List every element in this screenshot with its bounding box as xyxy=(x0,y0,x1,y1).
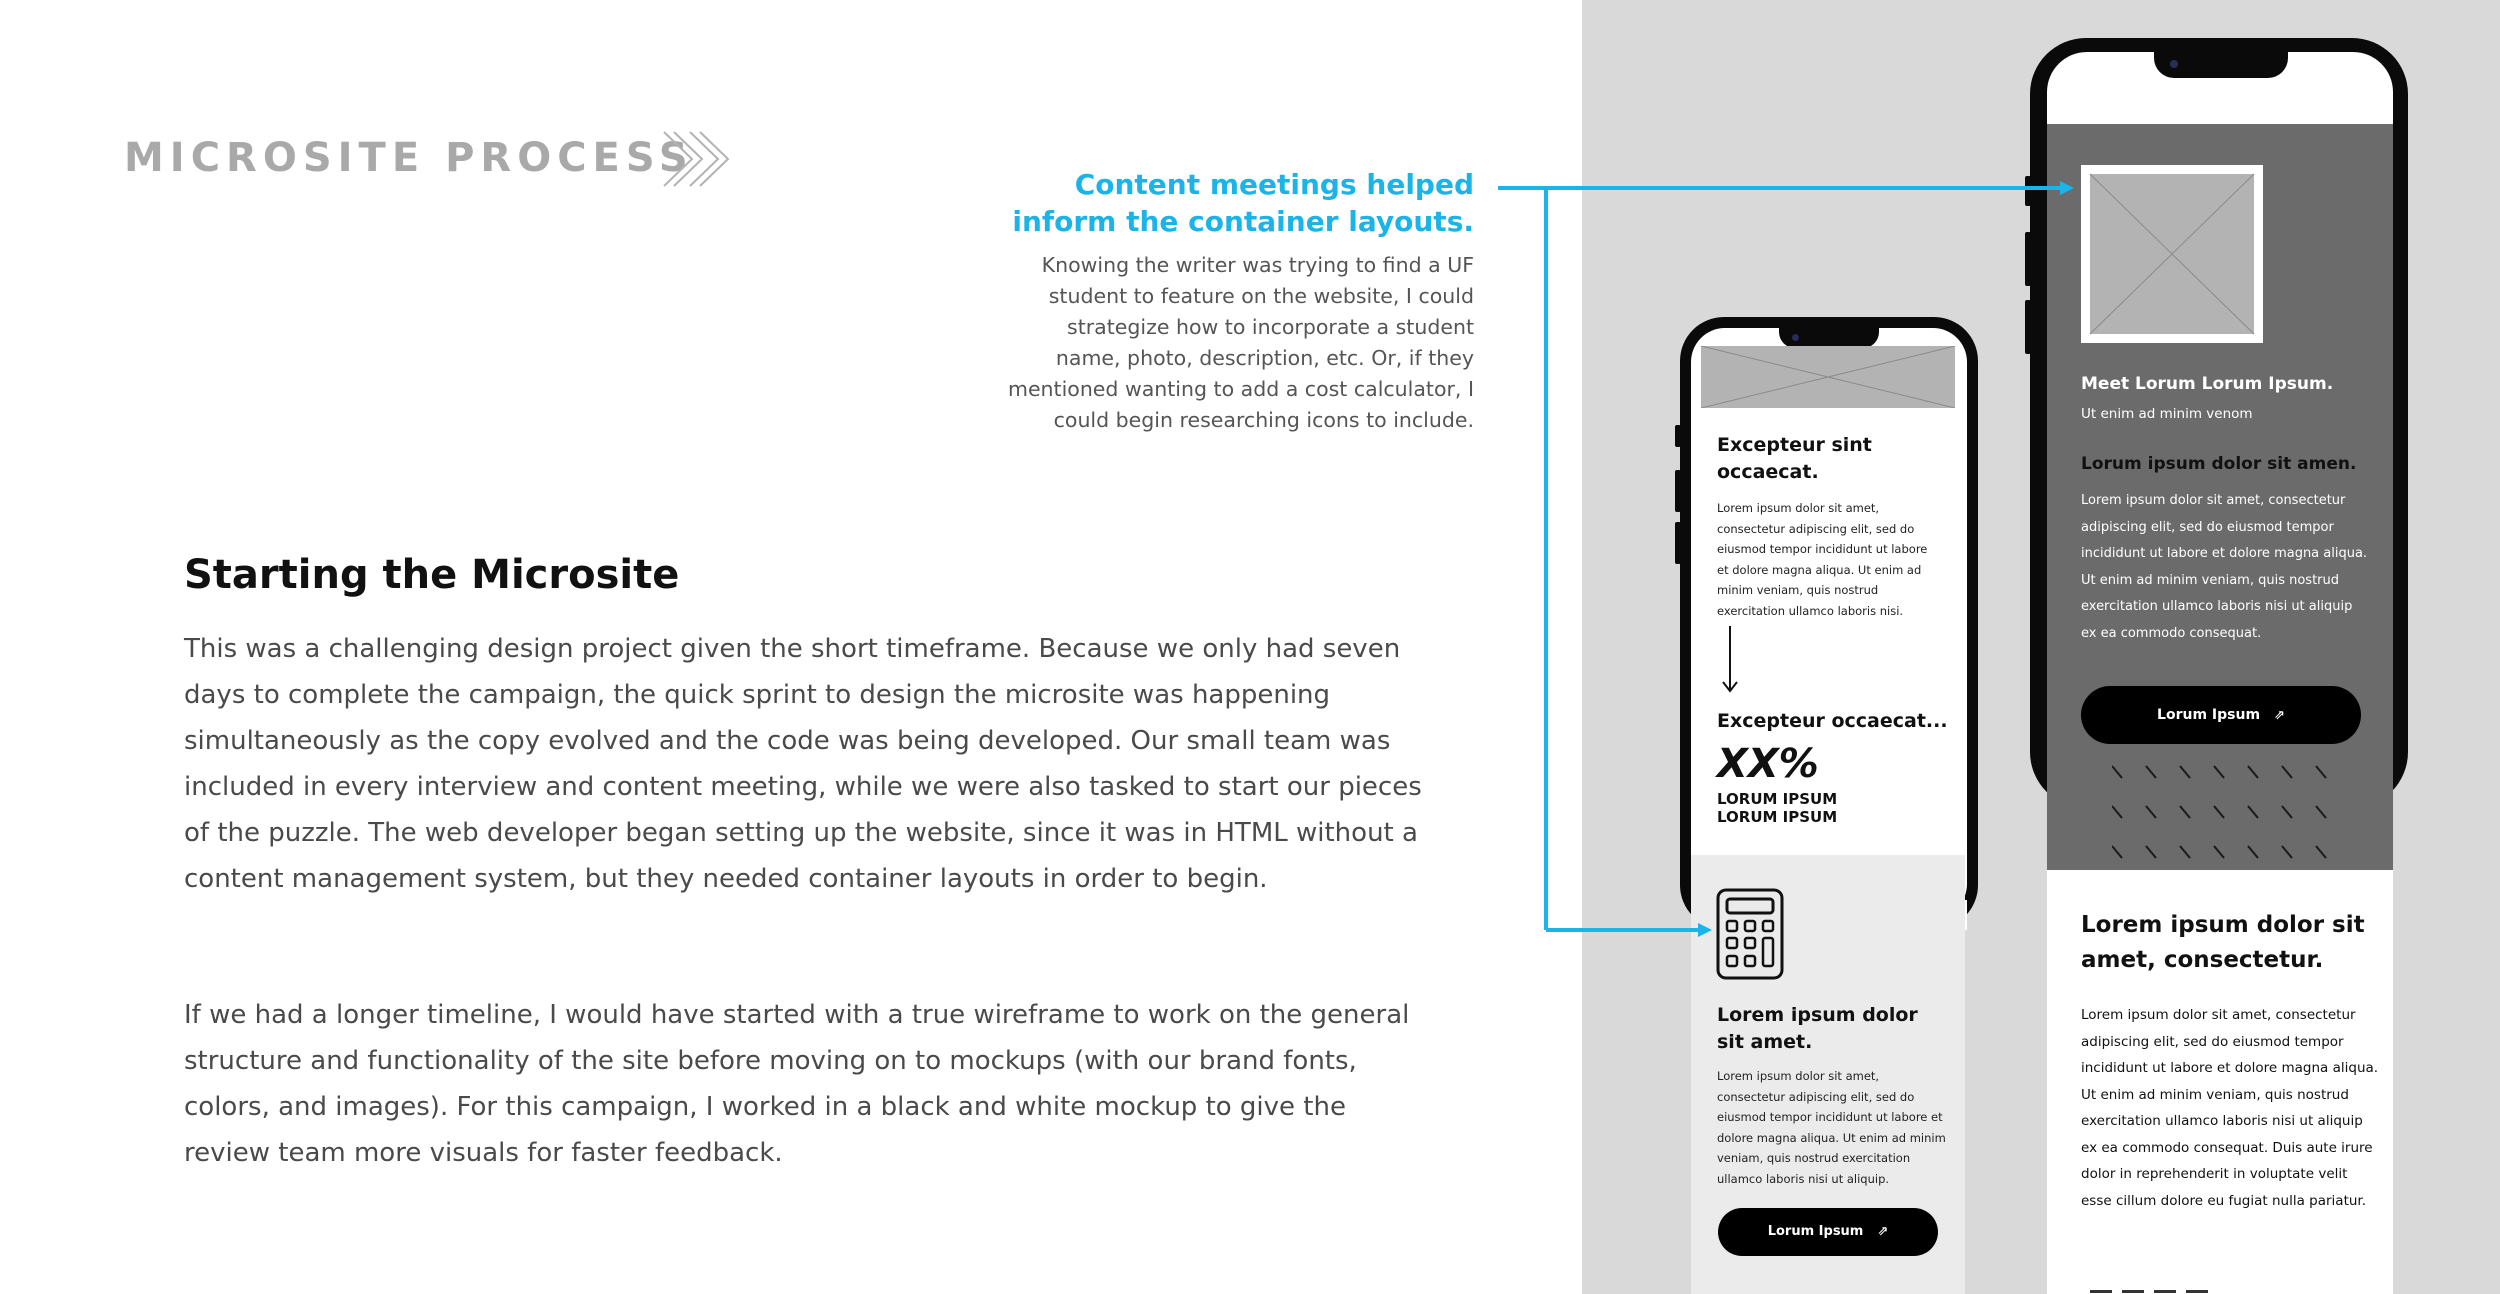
large-phone-profile-subtitle: Ut enim ad minim venom xyxy=(2081,406,2253,422)
annotation-body: Knowing the writer was trying to find a UF student to feature on the website, I could strategize how to incorporate a student name, photo, description, etc. Or, if they mentioned wanting to add a cost calculator, I could begin researching icons to include. xyxy=(1007,253,1474,432)
small-phone-heading-2: Excepteur occaecat... xyxy=(1717,710,1948,732)
section-title: Starting the Microsite xyxy=(184,552,680,598)
large-phone-profile-name: Meet Lorum Lorum Ipsum. xyxy=(2081,374,2334,394)
stat-caption-line-2: LORUM IPSUM xyxy=(1717,808,1838,826)
small-phone-heading-1: Excepteur sint occaecat. xyxy=(1717,434,1872,483)
small-phone-body-1: Lorem ipsum dolor sit amet, consectetur adipiscing elit, sed do eiusmod tempor incididunt ut labore et dolore magna aliqua. Ut enim ad minim veniam, quis nostrud exercitation ullamco laboris nisi. xyxy=(1717,501,1928,618)
large-phone-camera xyxy=(2170,60,2178,68)
image-placeholder-icon xyxy=(2081,165,2263,343)
small-phone-side-button xyxy=(1675,470,1681,512)
cta-label: Lorum Ipsum xyxy=(1767,1224,1864,1239)
calculator-icon xyxy=(1716,888,1784,980)
section-paragraph-1: This was a challenging design project given the short timeframe. Because we only had seven days to complete the campaign, the quick sprint to design the microsite was happening simultaneously as the copy evolved and the code was being developed. Our small team was included in every interview and content meeting, while we were also tasked to start our pieces of the puzzle. The web developer began setting up the website, since it was in HTML without a content management system, but they needed container layouts in order to begin. xyxy=(184,634,1422,894)
small-phone-side-button xyxy=(1675,425,1681,447)
small-phone-screen xyxy=(1691,328,1967,918)
large-phone-side-button xyxy=(2025,176,2031,206)
small-phone-body-3: Lorem ipsum dolor sit amet, consectetur adipiscing elit, sed do eiusmod tempor incididunt ut labore et dolore magna aliqua. Ut enim ad minim veniam, quis nostrud exercitation ullamco laboris nisi ut aliquip. xyxy=(1717,1069,1946,1186)
small-phone-side-button xyxy=(1675,522,1681,564)
decorative-hatch-pattern xyxy=(2112,764,2332,864)
large-phone-side-button xyxy=(2025,300,2031,354)
double-chevron-right-icon xyxy=(660,128,734,190)
small-phone-heading-3: Lorem ipsum dolor sit amet. xyxy=(1717,1004,1918,1053)
small-phone-camera xyxy=(1792,334,1799,341)
external-link-icon: ⇗ xyxy=(1877,1224,1889,1239)
large-phone-heading-1: Lorum ipsum dolor sit amen. xyxy=(2081,454,2357,474)
large-phone-cta-button[interactable] xyxy=(2081,686,2361,744)
external-link-icon: ⇗ xyxy=(2274,708,2285,723)
down-arrow-icon xyxy=(1718,624,1742,694)
large-phone-body-1: Lorem ipsum dolor sit amet, consectetur adipiscing elit, sed do eiusmod tempor incididunt ut labore et dolore magna aliqua. Ut enim ad minim veniam, quis nostrud exercitation ullamco laboris nisi ut aliquip ex ea commodo consequat. xyxy=(2081,493,2368,641)
annotation-title: Content meetings helped inform the container layouts. xyxy=(1012,168,1474,238)
stat-caption-line-1: LORUM IPSUM xyxy=(1717,790,1838,808)
small-phone-stat: XX% xyxy=(1717,741,1819,787)
large-phone-heading-2: Lorem ipsum dolor sit amet, consectetur. xyxy=(2081,912,2365,973)
cta-label: Lorum Ipsum xyxy=(2157,707,2261,723)
decorative-bar-row xyxy=(2090,1288,2210,1294)
large-phone-side-button xyxy=(2025,232,2031,286)
section-paragraph-2: If we had a longer timeline, I would have started with a true wireframe to work on the general structure and functionality of the site before moving on to mockups (with our brand fonts, colors, and images). For this campaign, I worked in a black and white mockup to give the review team more visuals for faster feedback. xyxy=(184,1000,1410,1168)
large-phone-body-2: Lorem ipsum dolor sit amet, consectetur adipiscing elit, sed do eiusmod tempor incididunt ut labore et dolore magna aliqua. Ut enim ad minim veniam, quis nostrud exercitation ullamco laboris nisi ut aliquip ex ea commodo consequat. Duis aute irure dolor in reprehenderit in voluptate velit esse cillum dolore eu fugiat nulla pariatur. xyxy=(2081,1007,2379,1209)
small-phone-stat-caption xyxy=(1717,790,1917,826)
image-placeholder-icon xyxy=(1701,346,1955,408)
process-title: MICROSITE PROCESS xyxy=(124,135,694,181)
small-phone-cta-button[interactable] xyxy=(1718,1208,1938,1256)
